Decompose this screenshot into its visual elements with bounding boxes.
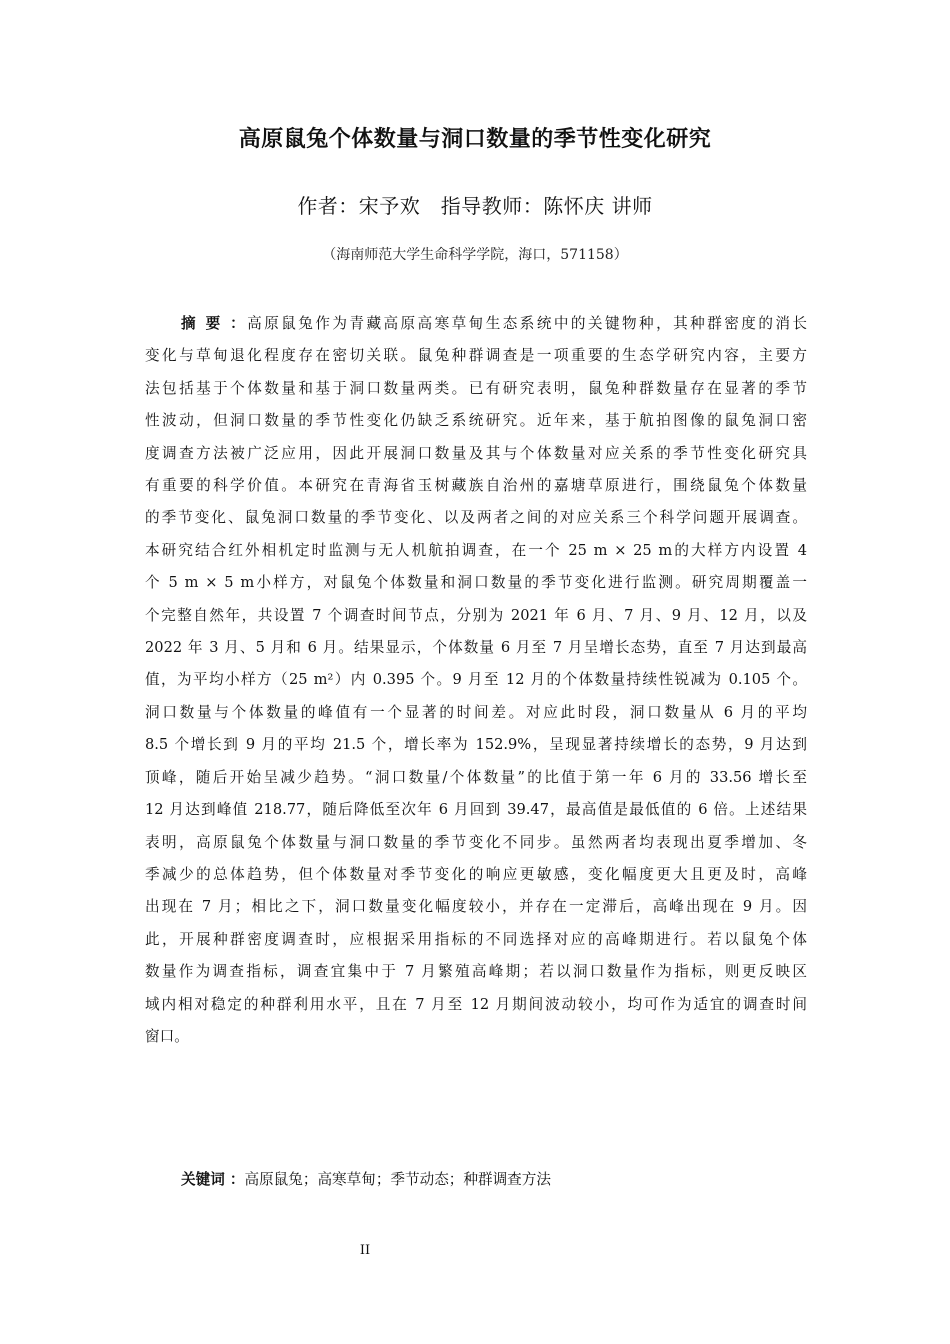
abstract-line: 出现在 7 月；相比之下，洞口数量变化幅度较小，并存在一定滞后，高峰出现在 9 月。因 — [145, 898, 807, 916]
abstract-line: 值，为平均小样方（25 m²）内 0.395 个。9 月至 12 月的个体数量持续性锐减为 0.105 个。 — [145, 671, 807, 689]
abstract-line: 季减少的总体趋势，但个体数量对季节变化的响应更敏感，变化幅度更大且更及时，高峰 — [145, 865, 807, 883]
abstract-line: 12 月达到峰值 218.77，随后降低至次年 6 月回到 39.47，最高值是最低值的 6 倍。上述结果 — [145, 801, 807, 819]
abstract-line: 顶峰，随后开始呈减少趋势。“洞口数量/个体数量”的比值于第一年 6 月的 33.56 增长至 — [145, 768, 807, 786]
abstract-line: 表明，高原鼠兔个体数量与洞口数量的季节变化不同步。虽然两者均表现出夏季增加、冬 — [145, 833, 807, 851]
keywords-text: 高原鼠兔；高寒草甸；季节动态；种群调查方法 — [244, 1171, 551, 1188]
abstract-line: 8.5 个增长到 9 月的平均 21.5 个，增长率为 152.9%，呈现显著持续增长的态势，9 月达到 — [145, 736, 807, 754]
abstract-line: 个 5 m × 5 m小样方，对鼠兔个体数量和洞口数量的季节变化进行监测。研究周期覆盖一 — [145, 574, 807, 592]
abstract-line: 窗口。 — [145, 1027, 189, 1045]
keywords-label: 关键词 ： — [181, 1171, 245, 1188]
abstract — [145, 308, 807, 1053]
abstract-line: 法包括基于个体数量和基于洞口数量两类。已有研究表明，鼠兔种群数量存在显著的季节 — [145, 379, 807, 397]
abstract-line: 性波动，但洞口数量的季节性变化仍缺乏系统研究。近年来，基于航拍图像的鼠兔洞口密 — [145, 412, 807, 430]
abstract-line: 变化与草甸退化程度存在密切关联。鼠兔种群调查是一项重要的生态学研究内容，主要方 — [145, 347, 807, 365]
abstract-line: 有重要的科学价值。本研究在青海省玉树藏族自治州的嘉塘草原进行，围绕鼠兔个体数量 — [145, 477, 807, 495]
paper-title: 高原鼠兔个体数量与洞口数量的季节性变化研究 — [238, 127, 712, 152]
page-number: II — [359, 1243, 371, 1258]
abstract-line: 本研究结合红外相机定时监测与无人机航拍调查，在一个 25 m × 25 m的大样方内设置 4 — [145, 541, 807, 559]
abstract-line-text: 高原鼠兔作为青藏高原高寒草甸生态系统中的关键物种，其种群密度的消长 — [247, 315, 807, 332]
keywords — [181, 1164, 551, 1196]
abstract-line: 洞口数量与个体数量的峰值有一个显著的时间差。对应此时段，洞口数量从 6 月的平均 — [145, 703, 807, 721]
abstract-label: 摘 要 ： — [181, 315, 248, 332]
abstract-line: 个完整自然年，共设置 7 个调查时间节点，分别为 2021 年 6 月、7 月、9 月、12 月，以及 — [145, 606, 807, 624]
author-line: 作者：宋予欢 指导教师：陈怀庆 讲师 — [297, 194, 653, 218]
abstract-line: 度调查方法被广泛应用，因此开展洞口数量及其与个体数量对应关系的季节性变化研究具 — [145, 444, 807, 462]
abstract-line: 此，开展种群密度调查时，应根据采用指标的不同选择对应的高峰期进行。若以鼠兔个体 — [145, 930, 807, 948]
abstract-line — [145, 308, 807, 340]
abstract-line: 域内相对稳定的种群利用水平，且在 7 月至 12 月期间波动较小，均可作为适宜的调查时间 — [145, 995, 807, 1013]
affiliation: （海南师范大学生命科学学院，海口，571158） — [322, 247, 628, 263]
abstract-line: 2022 年 3 月、5 月和 6 月。结果显示，个体数量 6 月至 7 月呈增长态势，直至 7 月达到最高 — [145, 639, 807, 657]
abstract-line: 的季节变化、鼠兔洞口数量的季节变化、以及两者之间的对应关系三个科学问题开展调查。 — [145, 509, 807, 527]
abstract-line: 数量作为调查指标，调查宜集中于 7 月繁殖高峰期；若以洞口数量作为指标，则更反映区 — [145, 963, 807, 981]
